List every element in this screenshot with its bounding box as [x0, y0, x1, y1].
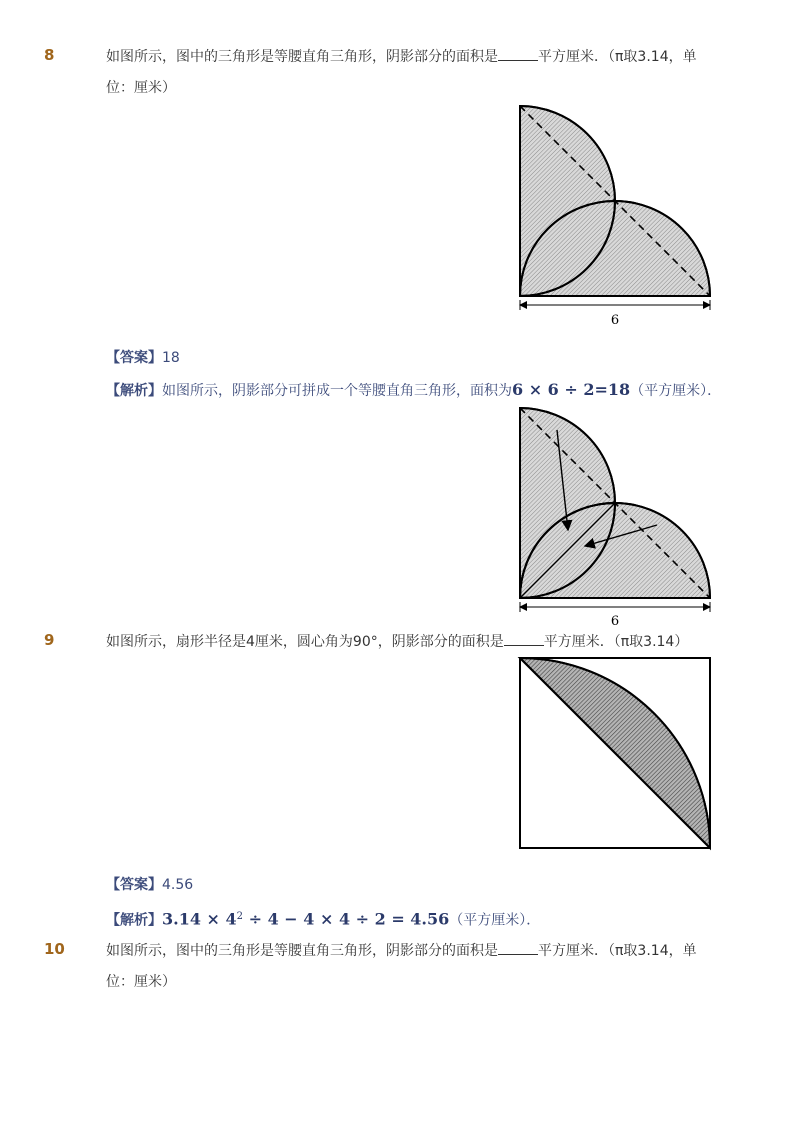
answer-blank	[498, 46, 538, 61]
question-8-text	[106, 46, 697, 67]
question-8-text-b: 平方厘米．（π取3.14，单	[538, 49, 697, 65]
answer-blank	[504, 631, 544, 646]
figure-q9	[510, 650, 720, 855]
question-8-analysis	[106, 380, 721, 401]
analysis-tag: 【解析】	[106, 383, 162, 399]
figure-q8-analysis-label: 6	[610, 614, 620, 629]
answer-blank	[498, 940, 538, 955]
answer-tag: 【答案】	[106, 877, 162, 893]
question-10-text	[106, 940, 697, 961]
analysis-math: 6 × 6 ÷ 2=18	[512, 380, 631, 399]
question-9-answer	[106, 875, 193, 895]
answer-value: 18	[162, 350, 180, 366]
question-8-answer	[106, 348, 180, 368]
question-9-text-a: 如图所示，扇形半径是4厘米，圆心角为90°，阴影部分的面积是	[106, 634, 504, 650]
question-number-8: 8	[44, 46, 55, 64]
analysis-math-exponent: 2	[236, 911, 244, 922]
figure-q8	[510, 98, 720, 328]
question-10-text-c: 位：厘米）	[106, 974, 176, 990]
figure-q8-label: 6	[610, 313, 620, 328]
answer-tag: 【答案】	[106, 350, 162, 366]
analysis-text: 如图所示，阴影部分可拼成一个等腰直角三角形，面积为	[162, 383, 512, 399]
question-8-text-a: 如图所示，图中的三角形是等腰直角三角形，阴影部分的面积是	[106, 49, 498, 65]
analysis-math-b: ÷ 4 − 4 × 4 ÷ 2 = 4.56	[243, 909, 450, 929]
answer-value: 4.56	[162, 877, 194, 893]
question-number-10: 10	[44, 940, 65, 958]
question-8-text-c: 位：厘米）	[106, 80, 176, 96]
figure-q8-analysis	[510, 400, 720, 630]
analysis-math-a: 3.14 × 4	[162, 909, 237, 929]
analysis-tag: 【解析】	[106, 912, 162, 929]
question-10-text-b: 平方厘米．（π取3.14，单	[538, 943, 697, 959]
question-number-9: 9	[44, 631, 55, 649]
analysis-tail: （平方厘米）．	[630, 383, 722, 399]
question-10-text-a: 如图所示，图中的三角形是等腰直角三角形，阴影部分的面积是	[106, 943, 498, 959]
analysis-tail: （平方厘米）．	[449, 912, 541, 929]
question-9-analysis	[106, 907, 540, 931]
question-9-text	[106, 631, 688, 652]
question-9-text-b: 平方厘米．（π取3.14）	[543, 634, 689, 650]
